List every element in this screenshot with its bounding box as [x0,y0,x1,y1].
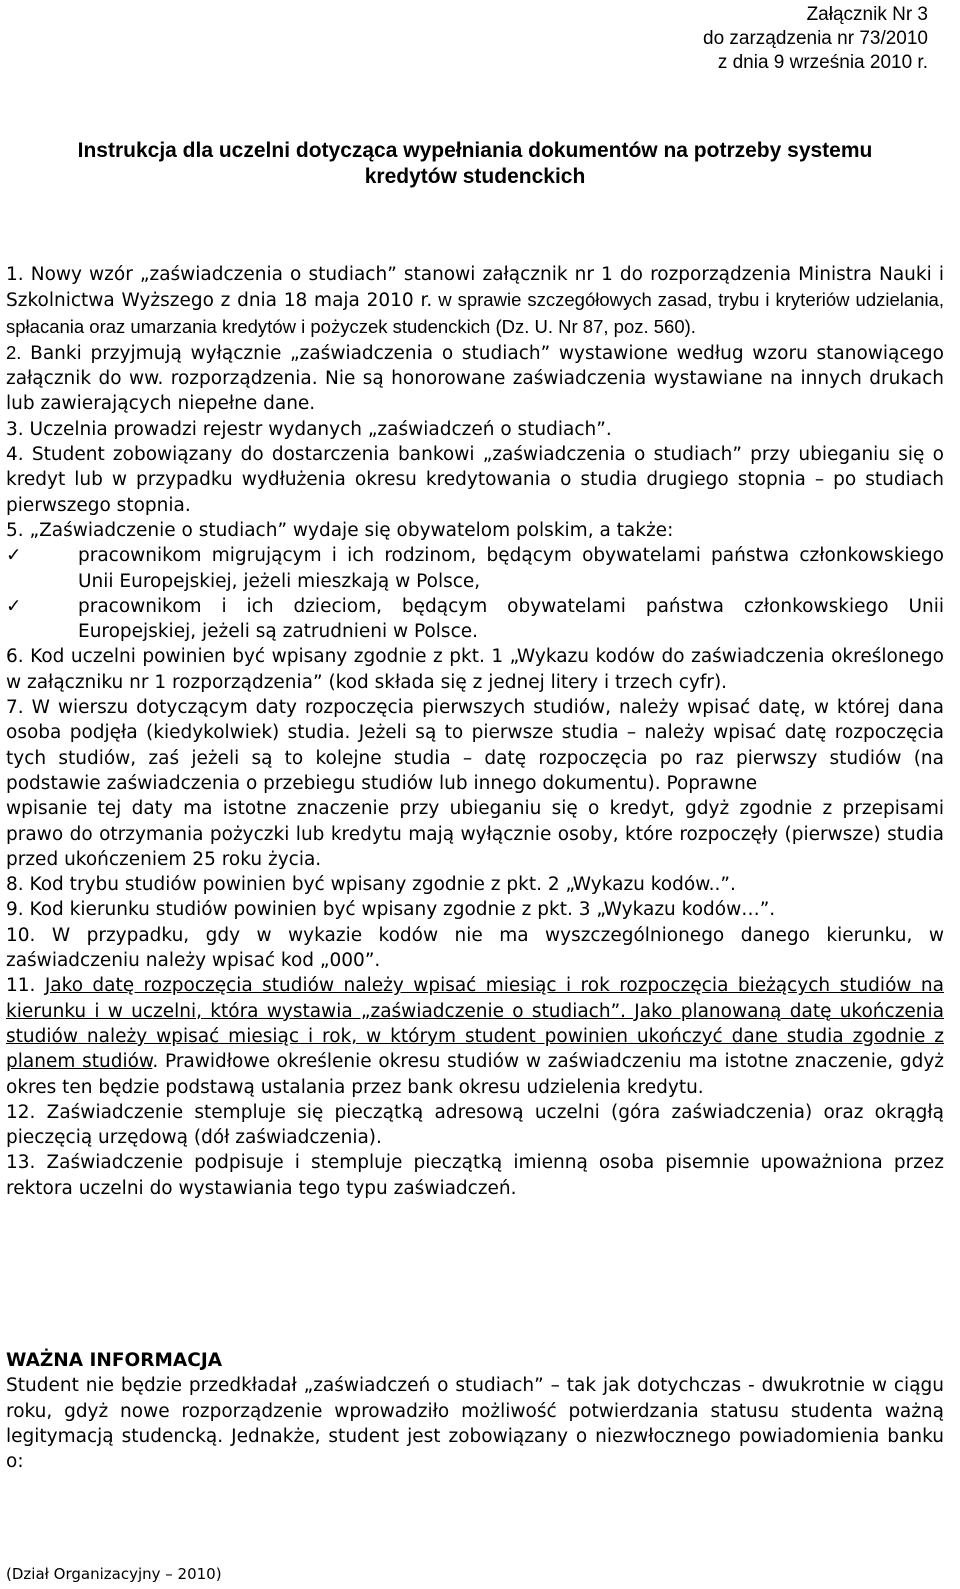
instruction-7-continued: wpisanie tej daty ma istotne znaczenie przy ubieganiu się o kredyt, gdyż zgodnie z przepisami prawo do otrzymania pożyczki lub kredytu mają wyłącznie osoby, które rozpoczęły (pierwsze) studia przed ukończeniem 25 roku życia. [6,798,944,870]
instruction-11 [6,973,944,1099]
checkmark-icon: ✓ [6,545,22,567]
header-line-2: do zarządzenia nr 73/2010 [703,28,928,49]
instruction-6: 6. Kod uczelni powinien być wpisany zgodnie z pkt. 1 „Wykazu kodów do zaświadczenia określonego w załączniku nr 1 rozporządzenia” (kod składa się z jednej litery i trzech cyfr). [6,646,944,693]
instruction-1 [6,262,944,340]
document-title [6,138,944,190]
instruction-4: 4. Student zobowiązany do dostarczenia bankowi „zaświadczenia o studiach” przy ubieganiu się o kredyt lub w przypadku wydłużenia okresu kredytowania o studia drugiego stopnia – po studiach pierwszego stopnia. [6,444,944,516]
important-text: Student nie będzie przedkładał „zaświadczeń o studiach” – tak jak dotychczas - dwukrotnie w ciągu roku, gdyż nowe rozporządzenie wprowadziło możliwość potwierdzania statusu studenta ważną legitymacją studencką. Jednakże, student jest zobowiązany o niezwłocznego powiadomienia banku o: [6,1375,944,1473]
instruction-12: 12. Zaświadczenie stempluje się pieczątką adresową uczelni (góra zaświadczenia) oraz okrągłą pieczęcią urzędową (dół zaświadczenia). [6,1101,944,1149]
checkmark-icon: ✓ [6,595,22,617]
instruction-11-rest: . Prawidłowe określenie okresu studiów w zaświadczeniu ma istotne znaczenie, gdyż okres ten będzie podstawą ustalania przez bank okresu udzielenia kredytu. [6,1051,944,1098]
instruction-2-number: 2. [6,341,22,363]
instruction-8: 8. Kod trybu studiów powinien być wpisany zgodnie z pkt. 2 „Wykazu kodów..”. [6,874,736,896]
instruction-9: 9. Kod kierunku studiów powinien być wpisany zgodnie z pkt. 3 „Wykazu kodów…”. [6,899,776,921]
instruction-3: 3. Uczelnia prowadzi rejestr wydanych „zaświadczeń o studiach”. [6,418,612,440]
instruction-10: 10. W przypadku, gdy w wykazie kodów nie ma wyszczególnionego danego kierunku, w zaświadczeniu należy wpisać kod „000”. [6,924,944,972]
instruction-2-text: Banki przyjmują wyłącznie „zaświadczenia o studiach” wystawione według wzoru stanowiącego załącznik do ww. rozporządzenia. Nie są honorowane zaświadczenia wystawiane na innych drukach lub zawierających niepełne dane. [6,342,944,415]
header-line-3: z dnia 9 września 2010 r. [717,52,928,73]
instruction-1-part-b: w sprawie szczegółowych zasad, trybu i kryteriów udzielania, spłacania oraz umarzania kredytów i pożyczek studenckich (Dz. U. Nr 87, poz. 560). [6,289,944,337]
instruction-11-number: 11. [6,975,45,997]
important-heading: WAŻNA INFORMACJA [6,1350,223,1371]
document-footer: (Dział Organizacyjny – 2010) [6,1565,222,1583]
check-item-text: pracownikom migrującym i ich rodzinom, będącym obywatelami państwa członkowskiego Unii Europejskiej, jeżeli mieszkają w Polsce, [78,545,944,592]
instruction-11-underlined: Jako datę rozpoczęcia studiów należy wpisać miesiąc i rok rozpoczęcia bieżących studiów na kierunku i w uczelni, która wystawia „zaświadczenie o studiach”. Jako planowaną datę ukończenia studiów należy wpisać miesiąc i rok, w którym student powinien ukończyć dane studia zgodnie z planem studiów [6,975,944,1073]
check-list-item [6,543,944,594]
instruction-7: 7. W wierszu dotyczącym daty rozpoczęcia pierwszych studiów, należy wpisać datę, w której dana osoba podjęła (kiedykolwiek) studia. Jeżeli są to pierwsze studia – należy wpisać datę rozpoczęcia tych studiów, zaś jeżeli są to kolejne studia – datę rozpoczęcia po raz pierwszy studiów (na podstawie zaświadczenia o przebiegu studiów lub innego dokumentu). Poprawne [6,697,944,794]
instruction-1-part-a: 1. Nowy wzór „zaświadczenia o studiach” stanowi załącznik nr 1 do rozporządzenia Ministra Nauki i Szkolnictwa Wyższego z dnia 18 maja 2010 r. [6,264,944,312]
title-line-2: kredytów studenckich [364,165,586,188]
instruction-5: 5. „Zaświadczenie o studiach” wydaje się obywatelom polskim, a także: [6,519,674,541]
instruction-2 [6,340,944,417]
important-notice [6,1348,944,1474]
instructions-body [6,262,944,1201]
title-line-1: Instrukcja dla uczelni dotycząca wypełniania dokumentów na potrzeby systemu [77,139,873,162]
attachment-header [703,3,928,75]
instruction-13: 13. Zaświadczenie podpisuje i stempluje pieczątką imienną osoba pisemnie upoważniona przez rektora uczelni do wystawiania tego typu zaświadczeń. [6,1152,944,1199]
check-item-text: pracownikom i ich dzieciom, będącym obywatelami państwa członkowskiego Unii Europejskiej, jeżeli są zatrudnieni w Polsce. [78,595,944,643]
check-list-item [6,594,944,645]
header-line-1: Załącznik Nr 3 [806,4,928,25]
